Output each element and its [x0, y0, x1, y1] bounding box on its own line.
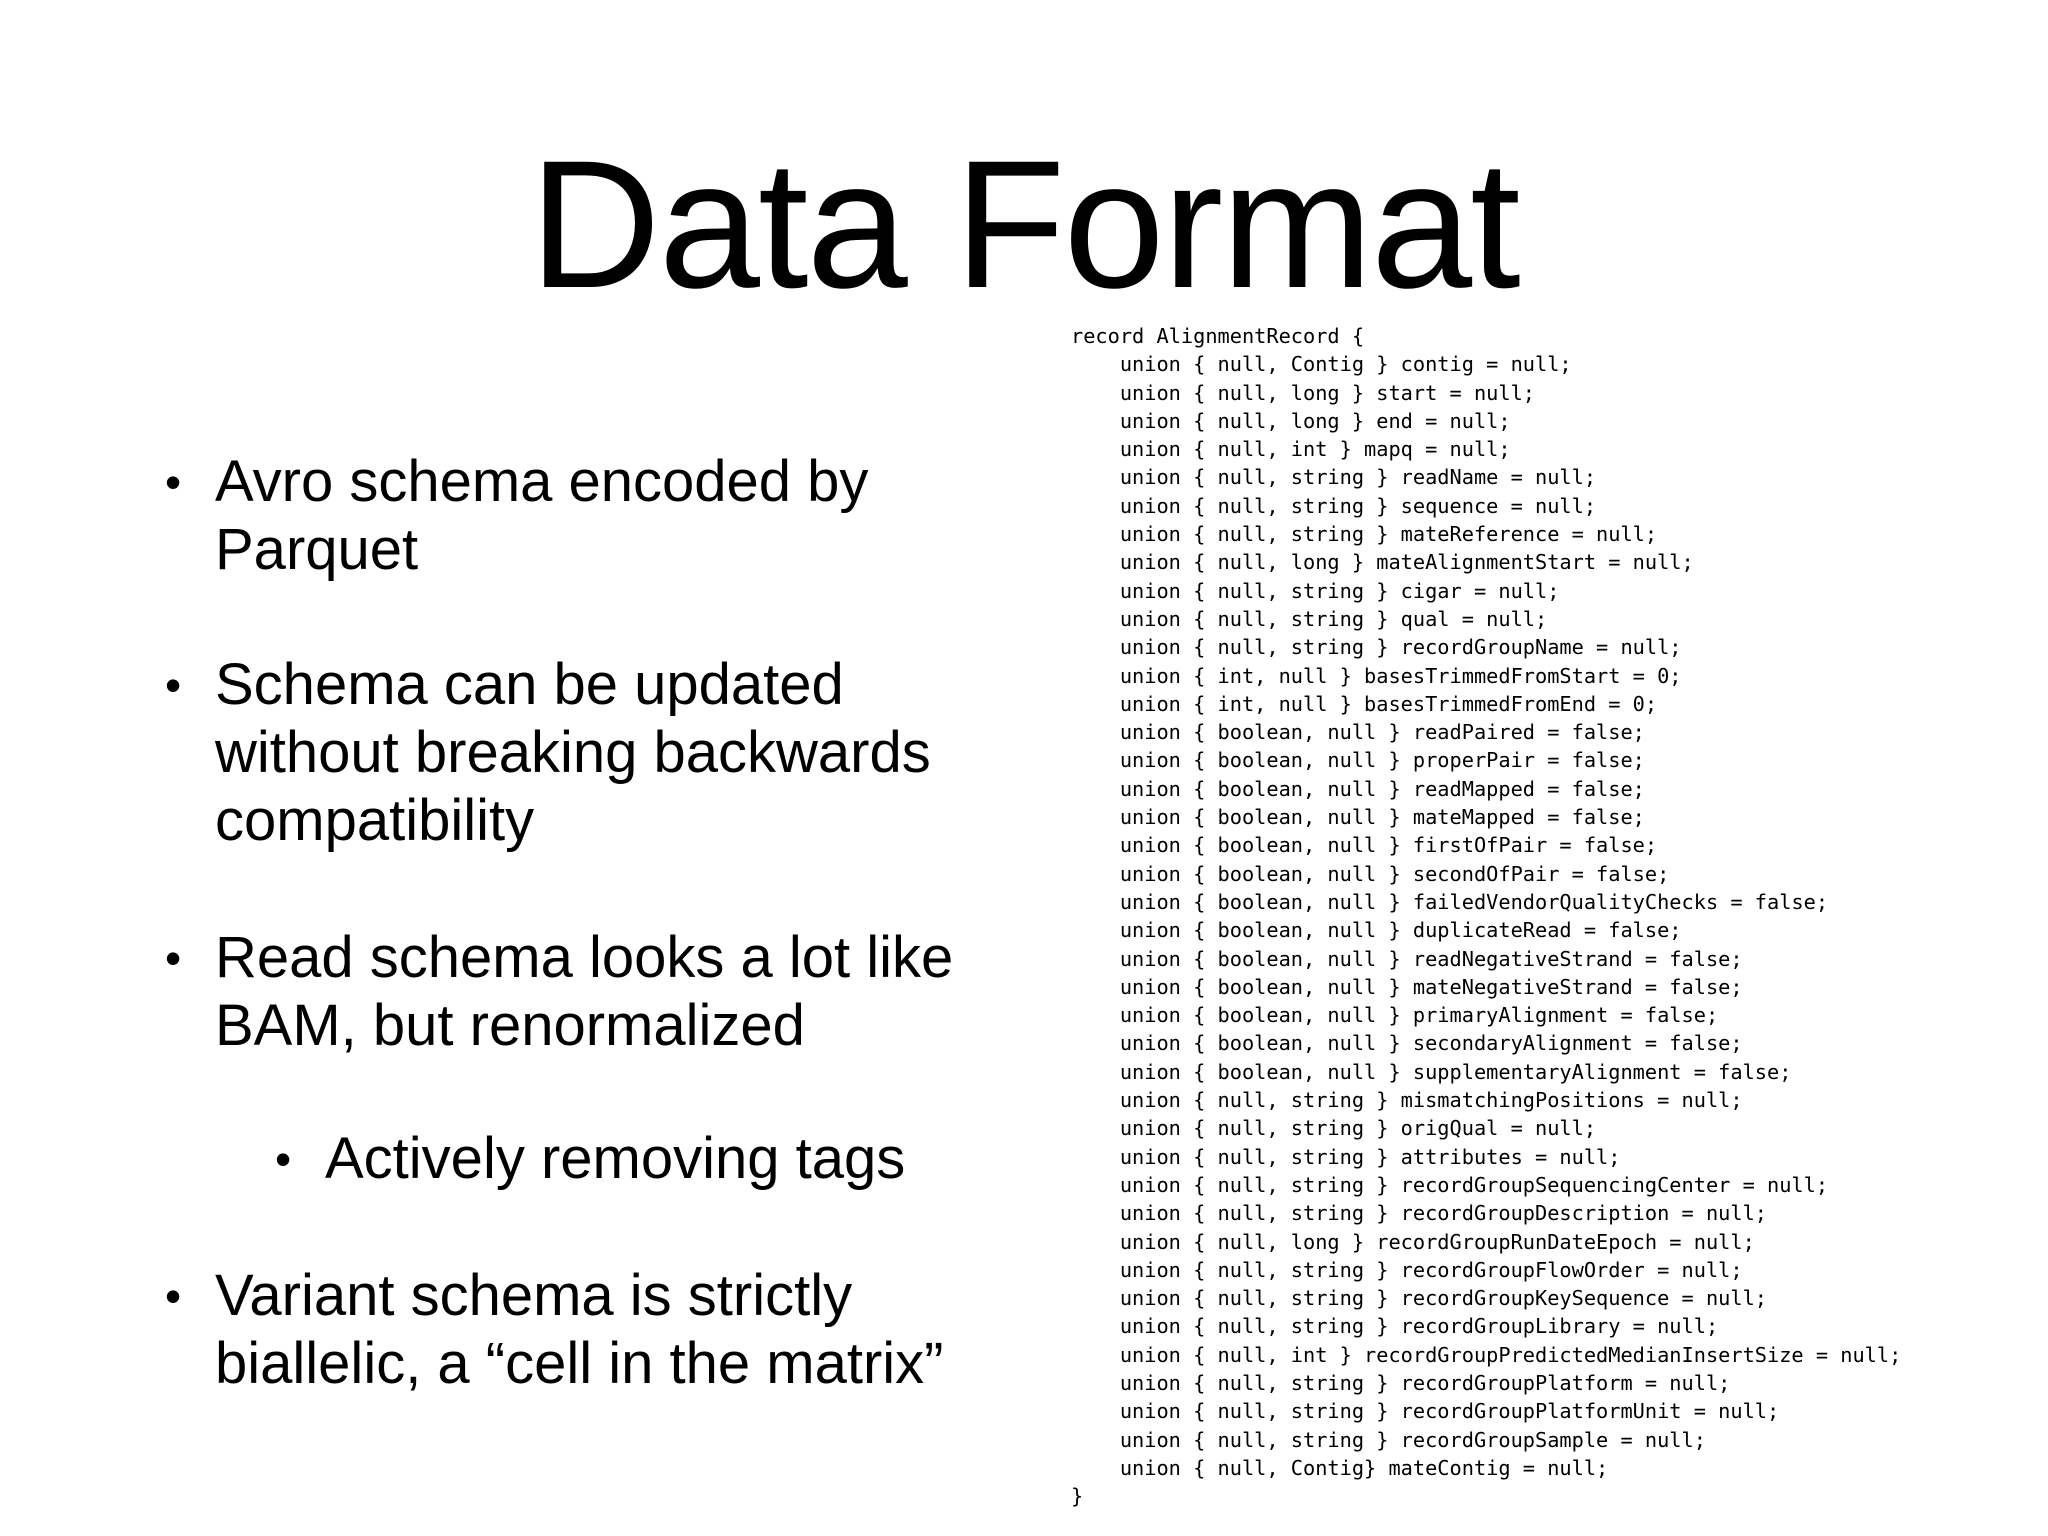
code-line: union { null, string } recordGroupFlowOrder = null;: [1071, 1257, 1743, 1282]
schema-code-block: [1071, 322, 1901, 1510]
code-line: union { boolean, null } secondOfPair = false;: [1071, 861, 1670, 886]
code-line: union { null, string } recordGroupSequencingCenter = null;: [1071, 1172, 1829, 1197]
bullet-text: Variant schema is strictly biallelic, a “cell in the matrix”: [215, 1263, 944, 1396]
bullet-text: Avro schema encoded by Parquet: [215, 449, 869, 582]
code-line: union { null, int } recordGroupPredictedMedianInsertSize = null;: [1071, 1342, 1902, 1367]
code-line: union { boolean, null } failedVendorQualityChecks = false;: [1071, 889, 1829, 914]
bullet-dot-icon: •: [275, 1133, 292, 1185]
code-line: union { null, string } mismatchingPositions = null;: [1071, 1088, 1743, 1113]
code-line: union { boolean, null } supplementaryAlignment = false;: [1071, 1059, 1792, 1084]
code-line: union { null, Contig} mateContig = null;: [1071, 1455, 1609, 1480]
bullet-item: [275, 1125, 1125, 1193]
code-line: record AlignmentRecord {: [1071, 324, 1365, 348]
code-line: union { null, string } recordGroupDescription = null;: [1071, 1201, 1767, 1226]
code-line: union { boolean, null } readPaired = false;: [1071, 720, 1645, 745]
code-line: union { boolean, null } properPair = false;: [1071, 748, 1645, 773]
code-line: union { null, string } qual = null;: [1071, 606, 1548, 631]
code-line: union { null, long } start = null;: [1071, 380, 1535, 405]
code-line: union { null, Contig } contig = null;: [1071, 352, 1572, 377]
bullet-dot-icon: •: [165, 932, 182, 984]
code-line: union { boolean, null } primaryAlignment = false;: [1071, 1003, 1719, 1028]
code-line: union { null, string } mateReference = null;: [1071, 522, 1658, 547]
code-line: union { null, int } mapq = null;: [1071, 437, 1511, 462]
code-line: union { boolean, null } readMapped = false;: [1071, 776, 1645, 801]
code-line: union { boolean, null } duplicateRead = false;: [1071, 918, 1682, 943]
code-line: union { null, long } mateAlignmentStart = null;: [1071, 550, 1694, 575]
code-line: union { int, null } basesTrimmedFromEnd = 0;: [1071, 691, 1658, 716]
code-line: union { null, string } attributes = null;: [1071, 1144, 1621, 1169]
code-line: union { null, string } readName = null;: [1071, 465, 1597, 490]
code-line: union { null, string } recordGroupKeySequence = null;: [1071, 1286, 1767, 1311]
bullet-item: [165, 651, 975, 855]
slide-title: Data Format: [529, 122, 1519, 326]
bullet-text: Actively removing tags: [325, 1126, 906, 1191]
bullet-dot-icon: •: [165, 1270, 182, 1322]
bullet-dot-icon: •: [165, 456, 182, 508]
bullet-text: Schema can be updated without breaking backwards compatibility: [215, 652, 931, 853]
bullet-item: [165, 448, 1015, 584]
bullet-text: Read schema looks a lot like BAM, but renormalized: [215, 925, 954, 1058]
code-line: union { boolean, null } mateNegativeStrand = false;: [1071, 974, 1743, 999]
code-line: union { null, long } end = null;: [1071, 408, 1511, 433]
code-line: union { null, long } recordGroupRunDateEpoch = null;: [1071, 1229, 1755, 1254]
code-line: union { boolean, null } firstOfPair = false;: [1071, 833, 1658, 858]
code-line: union { null, string } sequence = null;: [1071, 493, 1597, 518]
code-line: union { null, string } recordGroupSample = null;: [1071, 1427, 1706, 1452]
code-line: union { int, null } basesTrimmedFromStart = 0;: [1071, 663, 1682, 688]
bullet-dot-icon: •: [165, 659, 182, 711]
code-line: union { null, string } recordGroupPlatform = null;: [1071, 1370, 1731, 1395]
code-line: union { boolean, null } readNegativeStrand = false;: [1071, 946, 1743, 971]
code-line: union { null, string } recordGroupPlatformUnit = null;: [1071, 1399, 1780, 1424]
code-line: union { null, string } cigar = null;: [1071, 578, 1560, 603]
code-line: }: [1071, 1484, 1084, 1509]
code-line: union { null, string } recordGroupLibrary = null;: [1071, 1314, 1719, 1339]
bullet-item: [165, 1262, 995, 1398]
code-line: union { boolean, null } mateMapped = false;: [1071, 805, 1645, 830]
code-line: union { null, string } origQual = null;: [1071, 1116, 1597, 1141]
bullet-item: [165, 924, 1015, 1060]
code-line: union { boolean, null } secondaryAlignment = false;: [1071, 1031, 1743, 1056]
code-line: union { null, string } recordGroupName = null;: [1071, 635, 1682, 660]
